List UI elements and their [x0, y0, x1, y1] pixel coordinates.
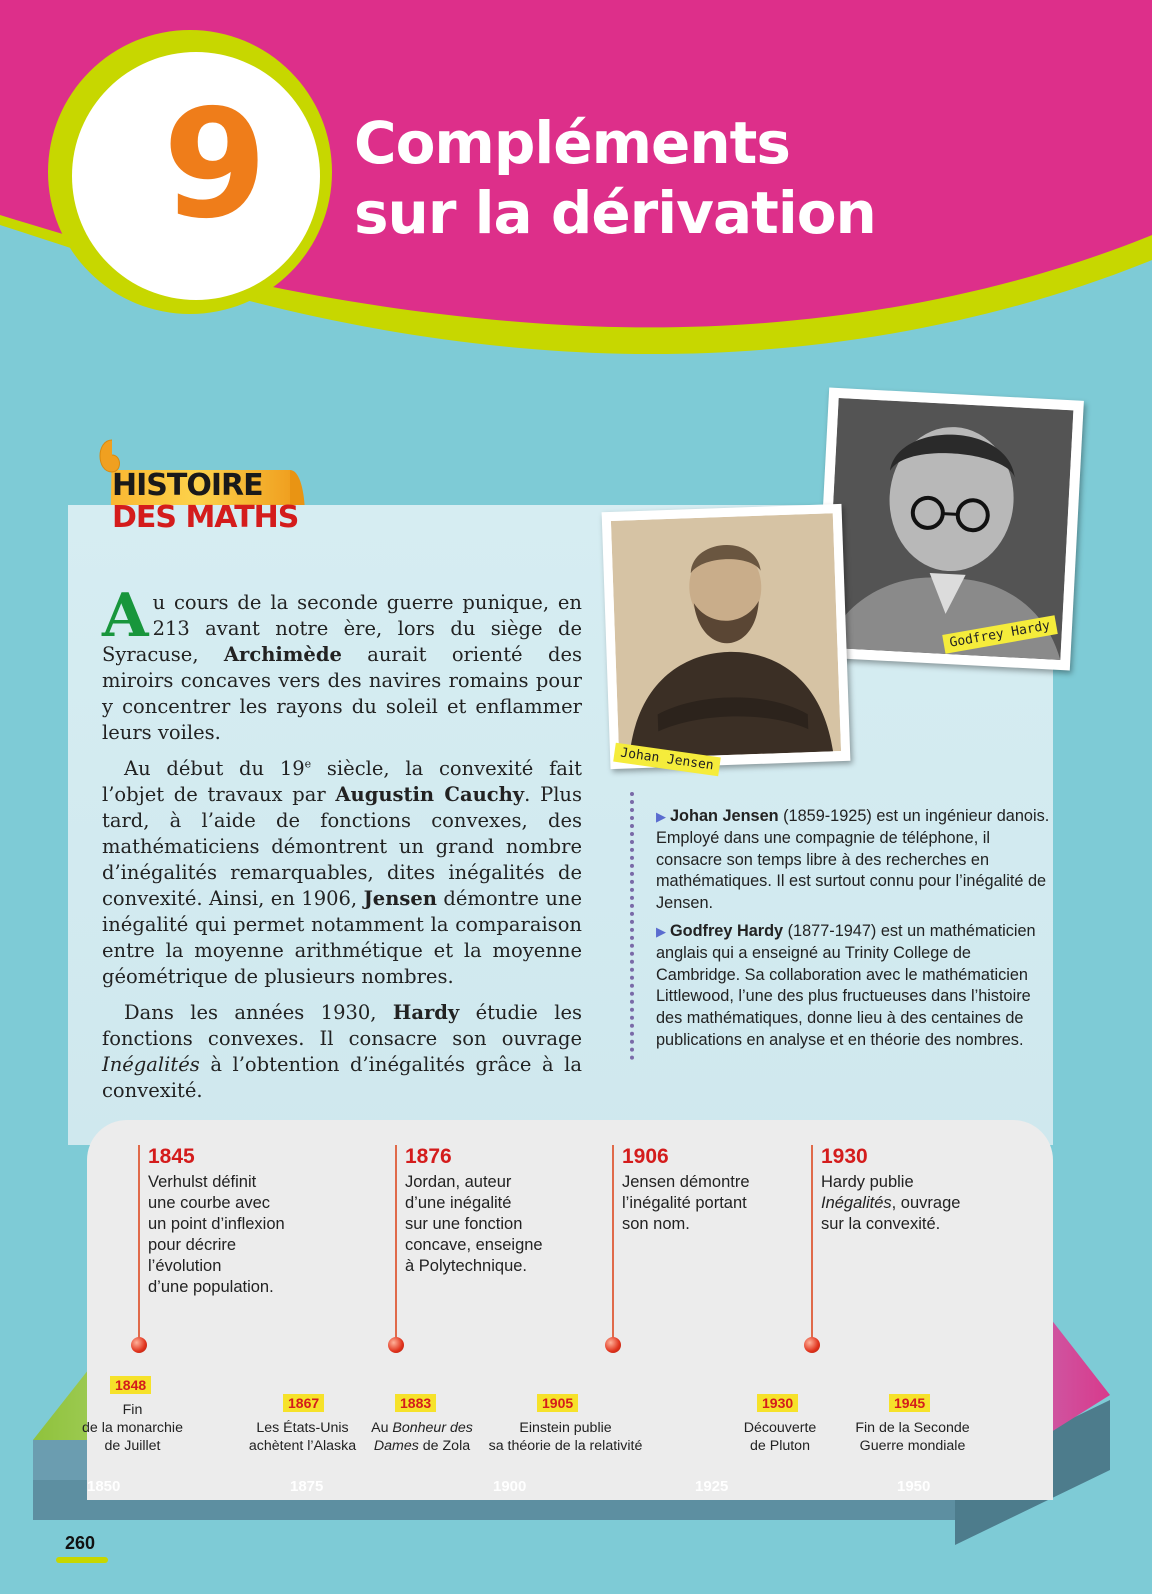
timeline-pin: [395, 1145, 397, 1345]
banner-line2: DES MATHS: [112, 500, 299, 535]
context-line: Fin: [122, 1402, 143, 1418]
timeline-marker: [131, 1337, 147, 1353]
name-hardy: Hardy: [392, 1001, 460, 1024]
context-line: [367, 1437, 477, 1455]
event-text: [405, 1172, 543, 1277]
event-year: 1876: [405, 1145, 452, 1168]
biographies: [656, 806, 1051, 1058]
axis-label: 1925: [695, 1478, 729, 1495]
context-line: Les États-Unis: [256, 1420, 349, 1436]
timeline-pin: [612, 1145, 614, 1345]
context-line: sa théorie de la relativité: [488, 1438, 643, 1454]
name-archimede: Archimède: [223, 643, 342, 666]
p3-text-c: à l’obtention d’inégalités grâce à la convexité.: [102, 1053, 582, 1102]
context-line: Découverte: [743, 1420, 817, 1436]
event-line: Jordan, auteur: [405, 1173, 512, 1191]
context-line: de Pluton: [750, 1438, 810, 1454]
event-year: 1845: [148, 1145, 195, 1168]
event-line: pour décrire: [148, 1236, 237, 1254]
context-line: [367, 1419, 477, 1437]
event-year: 1906: [622, 1145, 669, 1168]
hardy-caption: Godfrey Hardy: [942, 615, 1057, 653]
name-jensen: Jensen: [363, 887, 437, 910]
jensen-portrait: [611, 513, 841, 759]
axis-label: 1900: [493, 1478, 527, 1495]
context-italic: Bonheur des: [392, 1420, 473, 1436]
p3-text-b: étudie les fonctions convexes. Il consacre son ouvrage: [102, 1001, 583, 1050]
event-line: l’inégalité portant: [622, 1194, 747, 1212]
dropcap: A: [102, 581, 149, 651]
context-text: [367, 1419, 477, 1455]
context-year: 1848: [110, 1376, 151, 1394]
dotted-separator: [630, 792, 634, 1060]
timeline-pin: [811, 1145, 813, 1345]
event-book-title: Inégalités: [821, 1194, 892, 1212]
p2-text-b: siècle, la convexité fait l’objet de travaux par: [102, 757, 582, 806]
context-line: Guerre mondiale: [859, 1438, 966, 1454]
jensen-photo-frame: [602, 504, 851, 769]
chapter-title-line1: Compléments: [354, 109, 790, 177]
event-line: [821, 1193, 960, 1214]
bio-hardy-text: (1877-1947) est un mathématicien anglais qui a enseigné au Trinity College de Cambridge. Sa collaboration avec le mathématicien Littlewood, l’une des plus fructueuses dans l’histoire des mathématiques, donne lieu à des centaines de publications en analyse et en théorie des nombres.: [656, 921, 1036, 1049]
context-text: [850, 1419, 975, 1455]
event-year: 1930: [821, 1145, 868, 1168]
context-year: 1883: [395, 1394, 436, 1412]
book-title: Inégalités: [102, 1053, 200, 1076]
context-line: de la monarchie: [82, 1420, 183, 1436]
context-italic: Dames: [373, 1438, 419, 1454]
event-line: Verhulst définit: [148, 1173, 257, 1191]
p1-text-b: aurait orienté des miroirs concaves vers des navires romains pour y concentrer les rayons du soleil et enflammer leurs voiles.: [102, 643, 582, 744]
axis-label: 1950: [897, 1478, 931, 1495]
context-text: [478, 1419, 653, 1455]
context-line: Einstein publie: [519, 1420, 612, 1436]
jensen-caption: Johan Jensen: [613, 743, 721, 777]
event-line: à Polytechnique.: [405, 1257, 528, 1275]
context-pre: Au: [371, 1420, 393, 1436]
p2-sup: e: [304, 757, 312, 771]
banner-line1: HISTOIRE: [112, 468, 263, 503]
axis-label: 1875: [290, 1478, 324, 1495]
chapter-title-line2: sur la dérivation: [354, 179, 876, 247]
event-text: [821, 1172, 960, 1235]
chapter-number: 9: [162, 78, 268, 252]
timeline-marker: [605, 1337, 621, 1353]
histoire-banner: [112, 470, 298, 534]
page-number: 260: [65, 1533, 96, 1553]
event-line: Hardy publie: [821, 1173, 914, 1191]
context-year: 1930: [757, 1394, 798, 1412]
event-text: [148, 1172, 285, 1298]
axis-label: 1850: [87, 1478, 121, 1495]
arrow-right-icon: ▶: [656, 809, 666, 824]
context-text: [70, 1401, 195, 1455]
event-line: sur une fonction: [405, 1215, 523, 1233]
context-year: 1945: [889, 1394, 930, 1412]
event-text: [622, 1172, 750, 1235]
bio-jensen-text: (1859-1925) est un ingénieur danois. Employé dans une compagnie de téléphone, il consacre son temps libre à des recherches en mathématiques. Il est surtout connu pour l’inégalité de Jensen.: [656, 807, 1050, 913]
context-text: [730, 1419, 830, 1455]
event-line: son nom.: [622, 1215, 690, 1233]
page-number-underline: [56, 1557, 108, 1563]
context-year: 1867: [283, 1394, 324, 1412]
event-line-rest: , ouvrage: [891, 1194, 961, 1212]
context-line: Fin de la Seconde: [855, 1420, 970, 1436]
timeline-pin: [138, 1145, 140, 1345]
event-line: d’une population.: [148, 1278, 274, 1296]
context-post: de Zola: [418, 1438, 471, 1454]
bio-jensen-name: Johan Jensen: [670, 807, 779, 825]
p2-text-a: Au début du 19: [124, 757, 305, 780]
event-line: sur la convexité.: [821, 1215, 941, 1233]
context-line: de Juillet: [104, 1438, 161, 1454]
name-cauchy: Augustin Cauchy: [335, 783, 525, 806]
event-line: un point d’inflexion: [148, 1215, 285, 1233]
p2-text-d: démontre une inégalité qui permet notamment la comparaison entre la moyenne arithmétique et la moyenne géométrique de plusieurs nombres.: [102, 887, 582, 988]
event-line: concave, enseigne: [405, 1236, 543, 1254]
p2-text-c: . Plus tard, à l’aide de fonctions convexes, des mathématiciens démontrent un grand nombre d’inégalités remarquables, dites inégalités de convexité. Ainsi, en 1906,: [102, 783, 583, 910]
event-line: Jensen démontre: [622, 1173, 750, 1191]
history-main-text: [102, 581, 583, 1114]
event-line: une courbe avec: [148, 1194, 271, 1212]
context-year: 1905: [537, 1394, 578, 1412]
event-line: d’une inégalité: [405, 1194, 512, 1212]
p3-text-a: Dans les années 1930,: [124, 1001, 393, 1024]
p1-text-a: u cours de la seconde guerre punique, en 213 avant notre ère, lors du siège de Syracuse,: [102, 591, 582, 666]
context-text: [240, 1419, 365, 1455]
bio-hardy-name: Godfrey Hardy: [670, 921, 784, 940]
context-line: achètent l’Alaska: [248, 1438, 357, 1454]
arrow-right-icon: ▶: [656, 923, 666, 939]
timeline-marker: [804, 1337, 820, 1353]
chapter-title: [354, 108, 876, 248]
timeline-marker: [388, 1337, 404, 1353]
event-line: l’évolution: [148, 1257, 222, 1275]
